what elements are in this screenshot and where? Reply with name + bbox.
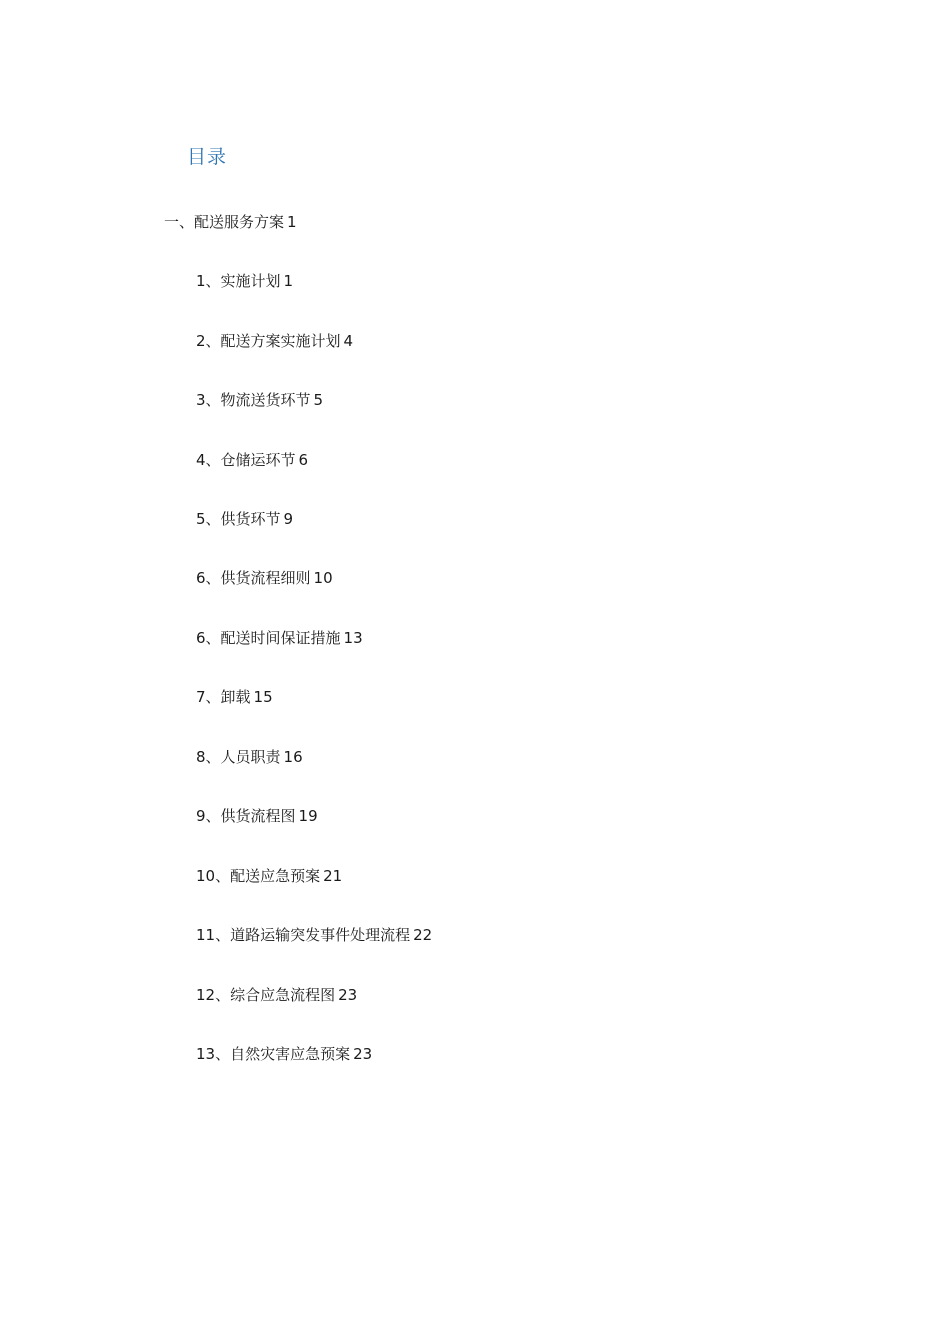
toc-entry[interactable] — [196, 270, 293, 292]
toc-entry[interactable] — [164, 211, 297, 233]
toc-entry[interactable] — [196, 924, 432, 946]
toc-entry-page: 16 — [283, 748, 303, 766]
toc-entry[interactable] — [196, 627, 363, 649]
toc-entry-page: 23 — [338, 986, 358, 1004]
toc-entry-page: 21 — [323, 867, 343, 885]
toc-entry-text: 1、实施计划 — [196, 272, 281, 290]
toc-entry-text: 13、自然灾害应急预案 — [196, 1045, 351, 1063]
toc-entry[interactable] — [196, 686, 273, 708]
toc-entry-text: 6、供货流程细则 — [196, 569, 311, 587]
toc-entry[interactable] — [196, 567, 333, 589]
toc-entry-page: 9 — [283, 510, 294, 528]
toc-entry-text: 3、物流送货环节 — [196, 391, 311, 409]
toc-entry[interactable] — [196, 805, 318, 827]
toc-entry-page: 22 — [413, 926, 433, 944]
toc-entry-page: 5 — [313, 391, 324, 409]
toc-entry-page: 1 — [287, 213, 297, 231]
toc-entry-text: 一、配送服务方案 — [164, 213, 285, 231]
toc-entry-text: 11、道路运输突发事件处理流程 — [196, 926, 411, 944]
toc-entry-page: 10 — [313, 569, 333, 587]
toc-entry-text: 12、综合应急流程图 — [196, 986, 336, 1004]
toc-entry-text: 10、配送应急预案 — [196, 867, 321, 885]
toc-entry-text: 9、供货流程图 — [196, 807, 296, 825]
toc-entry[interactable] — [196, 330, 353, 352]
toc-entry-page: 19 — [298, 807, 318, 825]
toc-entry[interactable] — [196, 508, 293, 530]
toc-entry[interactable] — [196, 449, 308, 471]
toc-entry-text: 5、供货环节 — [196, 510, 281, 528]
toc-title: 目录 — [187, 146, 228, 168]
toc-entry-page: 13 — [343, 629, 363, 647]
toc-entry-text: 7、卸载 — [196, 688, 251, 706]
toc-entry-page: 23 — [353, 1045, 373, 1063]
toc-entry-text: 6、配送时间保证措施 — [196, 629, 341, 647]
toc-entry-text: 2、配送方案实施计划 — [196, 332, 341, 350]
toc-entry[interactable] — [196, 1043, 372, 1065]
toc-entry[interactable] — [196, 746, 303, 768]
toc-entry-text: 8、人员职责 — [196, 748, 281, 766]
toc-entry[interactable] — [196, 984, 357, 1006]
toc-entry[interactable] — [196, 865, 342, 887]
toc-entry[interactable] — [196, 389, 323, 411]
toc-entry-page: 15 — [253, 688, 273, 706]
toc-entry-page: 6 — [298, 451, 309, 469]
toc-entry-text: 4、仓储运环节 — [196, 451, 296, 469]
toc-entry-page: 4 — [343, 332, 354, 350]
toc-entry-page: 1 — [283, 272, 294, 290]
